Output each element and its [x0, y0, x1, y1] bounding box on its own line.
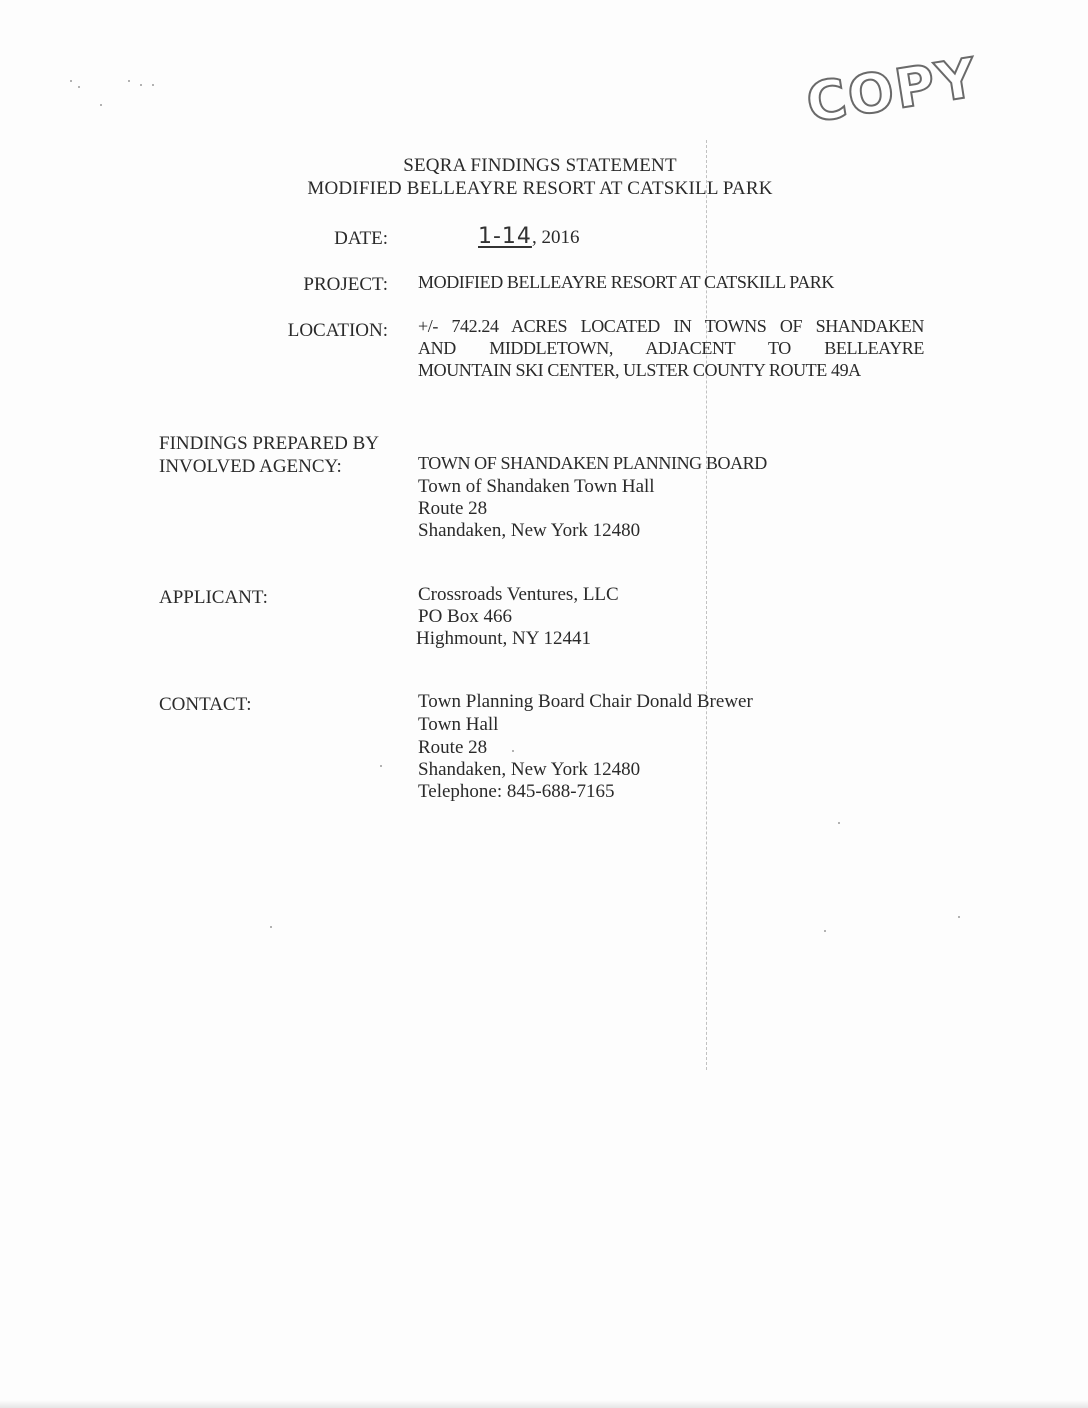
findings-label-line2: INVOLVED AGENCY:: [159, 456, 342, 477]
contact-label: CONTACT:: [159, 694, 252, 715]
contact-line-5: Telephone: 845-688-7165: [418, 781, 615, 802]
applicant-line-2: PO Box 466: [418, 606, 512, 627]
findings-agency-line2: Town of Shandaken Town Hall: [418, 476, 655, 497]
date-handwritten: 1-14: [478, 224, 532, 249]
document-title-line2: MODIFIED BELLEAYRE RESORT AT CATSKILL PARK: [307, 178, 773, 199]
applicant-line-1: Crossroads Ventures, LLC: [418, 584, 619, 605]
project-label: PROJECT:: [303, 274, 388, 295]
copy-stamp: COPY: [802, 45, 983, 135]
date-label: DATE:: [334, 228, 388, 249]
scan-bottom-edge: [0, 1400, 1088, 1408]
contact-line-3: Route 28: [418, 737, 488, 758]
date-value: [478, 224, 579, 249]
findings-agency-line4: Shandaken, New York 12480: [418, 520, 641, 541]
location-label: LOCATION:: [287, 320, 388, 341]
document-title-line1: SEQRA FINDINGS STATEMENT: [403, 155, 677, 176]
contact-line-2: Town Hall: [418, 714, 499, 735]
location-line-3: MOUNTAIN SKI CENTER, ULSTER COUNTY ROUTE 49A: [418, 360, 861, 380]
findings-agency-line3: Route 28: [418, 498, 488, 519]
contact-line-1: Town Planning Board Chair Donald Brewer: [418, 691, 753, 712]
applicant-line-3: Highmount, NY 12441: [416, 628, 592, 649]
location-line-1: +/- 742.24 ACRES LOCATED IN TOWNS OF SHANDAKEN: [418, 316, 924, 336]
findings-agency-name: TOWN OF SHANDAKEN PLANNING BOARD: [418, 453, 767, 473]
findings-label-line1: FINDINGS PREPARED BY: [159, 433, 379, 454]
location-line-2: AND MIDDLETOWN, ADJACENT TO BELLEAYRE: [418, 338, 924, 358]
contact-line-4: Shandaken, New York 12480: [418, 759, 641, 780]
applicant-label: APPLICANT:: [159, 587, 268, 608]
date-year: , 2016: [531, 227, 580, 248]
project-value: MODIFIED BELLEAYRE RESORT AT CATSKILL PARK: [418, 272, 835, 292]
